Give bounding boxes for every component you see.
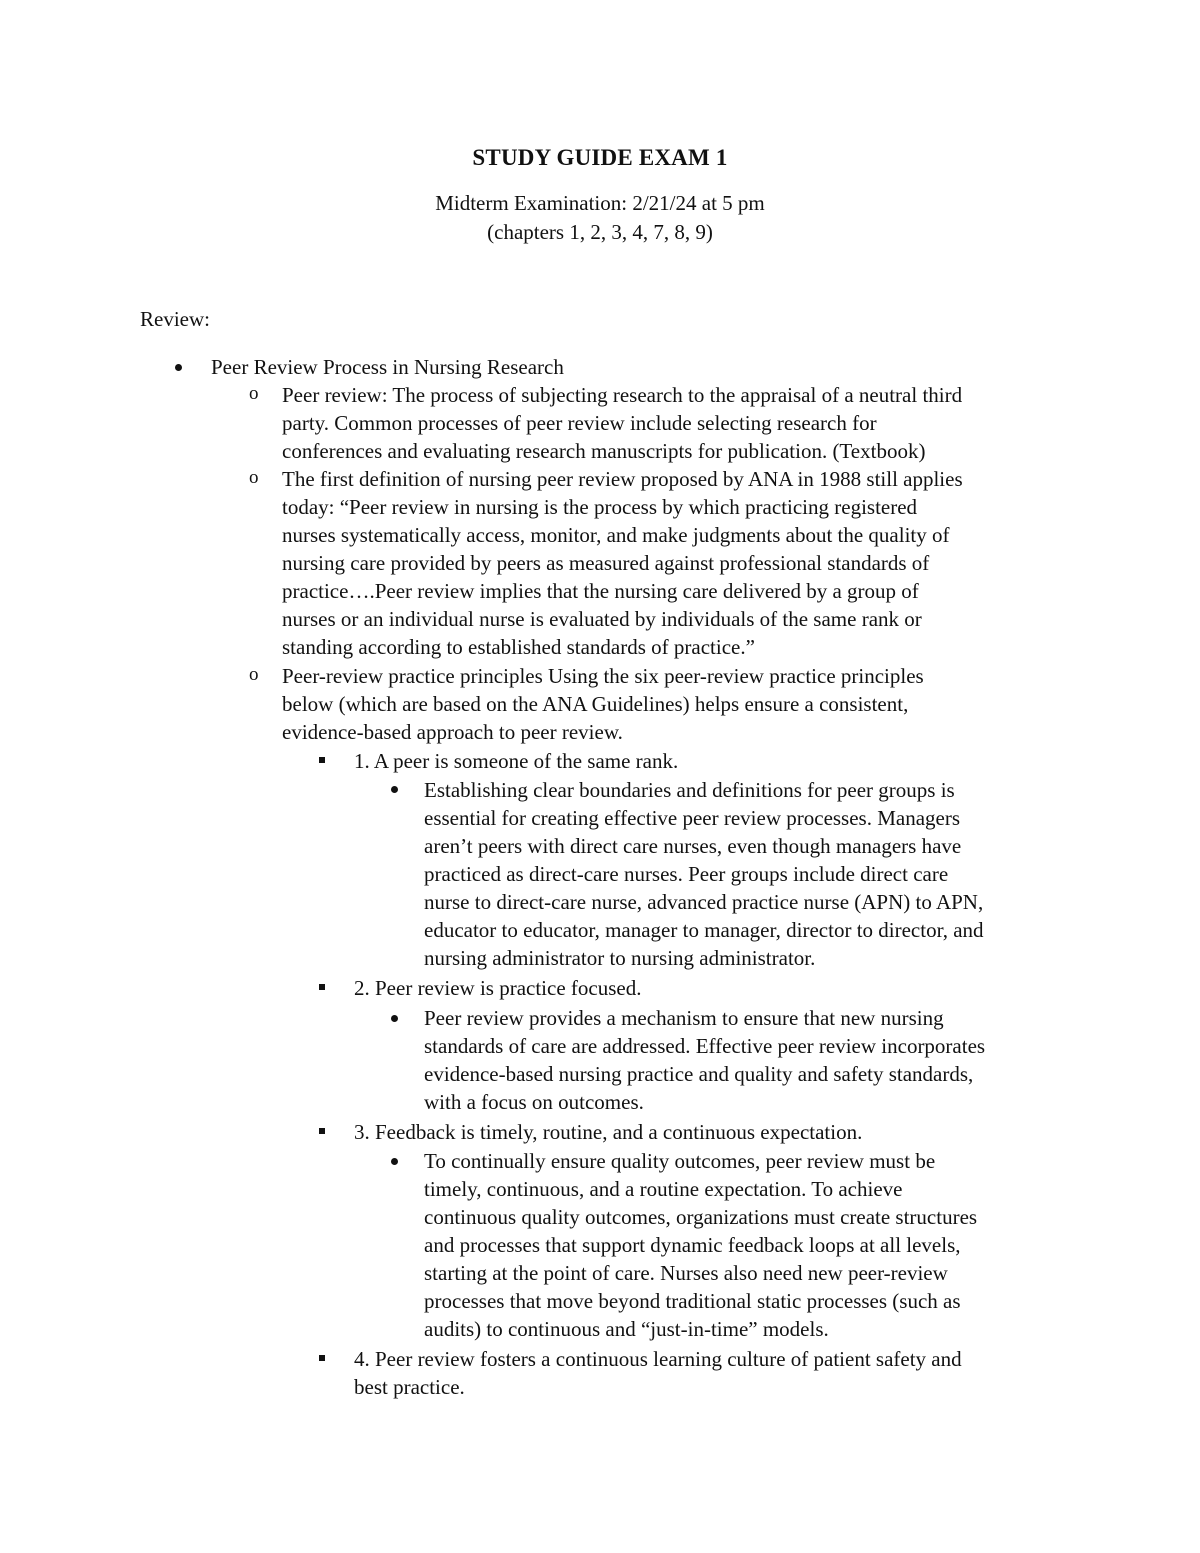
level1-heading: Peer Review Process in Nursing Research (211, 355, 564, 379)
principle1-heading: 1. A peer is someone of the same rank. (354, 749, 679, 773)
principle1-detail-line: nurse to direct-care nurse, advanced practice nurse (APN) to APN, (424, 890, 984, 914)
principle3-detail-line: audits) to continuous and “just-in-time” models. (424, 1317, 829, 1341)
review-label: Review: (140, 307, 210, 331)
bullet-dot-icon (391, 786, 398, 793)
chapters-line: (chapters 1, 2, 3, 4, 7, 8, 9) (487, 220, 713, 244)
item2-line: today: “Peer review in nursing is the process by which practicing registered (282, 495, 918, 519)
square-bullet-icon (319, 1128, 325, 1134)
principle1-detail-line: nursing administrator to nursing administrator. (424, 946, 816, 970)
item2-line: nurses systematically access, monitor, and make judgments about the quality of (282, 523, 950, 547)
item2-line: standing according to established standards of practice.” (282, 635, 755, 659)
bullet-dot-icon (391, 1015, 398, 1022)
item2-line: practice….Peer review implies that the nursing care delivered by a group of (282, 579, 919, 603)
item1-line: party. Common processes of peer review include selecting research for (282, 411, 877, 435)
principle3-detail-line: starting at the point of care. Nurses also need new peer-review (424, 1261, 948, 1285)
item2-line: The first definition of nursing peer review proposed by ANA in 1988 still applies (282, 467, 963, 491)
principle4-line: 4. Peer review fosters a continuous learning culture of patient safety and (354, 1347, 962, 1371)
principle2-detail-line: with a focus on outcomes. (424, 1090, 644, 1114)
bullet-dot-icon (391, 1158, 398, 1165)
principle3-detail-line: timely, continuous, and a routine expectation. To achieve (424, 1177, 903, 1201)
principle2-detail-line: Peer review provides a mechanism to ensure that new nursing (424, 1006, 944, 1030)
principle2-detail-line: standards of care are addressed. Effective peer review incorporates (424, 1034, 986, 1058)
principle4-line: best practice. (354, 1375, 465, 1399)
circle-bullet-icon: o (249, 383, 259, 404)
principle1-detail-line: essential for creating effective peer review processes. Managers (424, 806, 961, 830)
principle1-detail-line: Establishing clear boundaries and definitions for peer groups is (424, 778, 955, 802)
principle3-detail-line: continuous quality outcomes, organizations must create structures (424, 1205, 978, 1229)
principle3-detail-line: processes that move beyond traditional static processes (such as (424, 1289, 961, 1313)
circle-bullet-icon: o (249, 467, 259, 488)
page-title: STUDY GUIDE EXAM 1 (472, 145, 728, 170)
item3-line: Peer-review practice principles Using the six peer-review practice principles (282, 664, 924, 688)
square-bullet-icon (319, 757, 325, 763)
item3-line: evidence-based approach to peer review. (282, 720, 623, 744)
principle3-detail-line: and processes that support dynamic feedback loops at all levels, (424, 1233, 961, 1257)
principle3-detail-line: To continually ensure quality outcomes, peer review must be (424, 1149, 936, 1173)
principle1-detail-line: aren’t peers with direct care nurses, even though managers have (424, 834, 962, 858)
principle2-heading: 2. Peer review is practice focused. (354, 976, 642, 1000)
item3-line: below (which are based on the ANA Guidelines) helps ensure a consistent, (282, 692, 909, 716)
principle3-heading: 3. Feedback is timely, routine, and a continuous expectation. (354, 1120, 863, 1144)
principle1-detail-line: practiced as direct-care nurses. Peer groups include direct care (424, 862, 949, 886)
item1-line: conferences and evaluating research manuscripts for publication. (Textbook) (282, 439, 926, 463)
item2-line: nursing care provided by peers as measured against professional standards of (282, 551, 930, 575)
principle1-detail-line: educator to educator, manager to manager, director to director, and (424, 918, 984, 942)
item1-line: Peer review: The process of subjecting research to the appraisal of a neutral third (282, 383, 963, 407)
exam-date-line: Midterm Examination: 2/21/24 at 5 pm (435, 191, 765, 215)
square-bullet-icon (319, 1355, 325, 1361)
item2-line: nurses or an individual nurse is evaluated by individuals of the same rank or (282, 607, 922, 631)
circle-bullet-icon: o (249, 664, 259, 685)
principle2-detail-line: evidence-based nursing practice and quality and safety standards, (424, 1062, 974, 1086)
square-bullet-icon (319, 984, 325, 990)
bullet-dot-icon (175, 364, 182, 371)
